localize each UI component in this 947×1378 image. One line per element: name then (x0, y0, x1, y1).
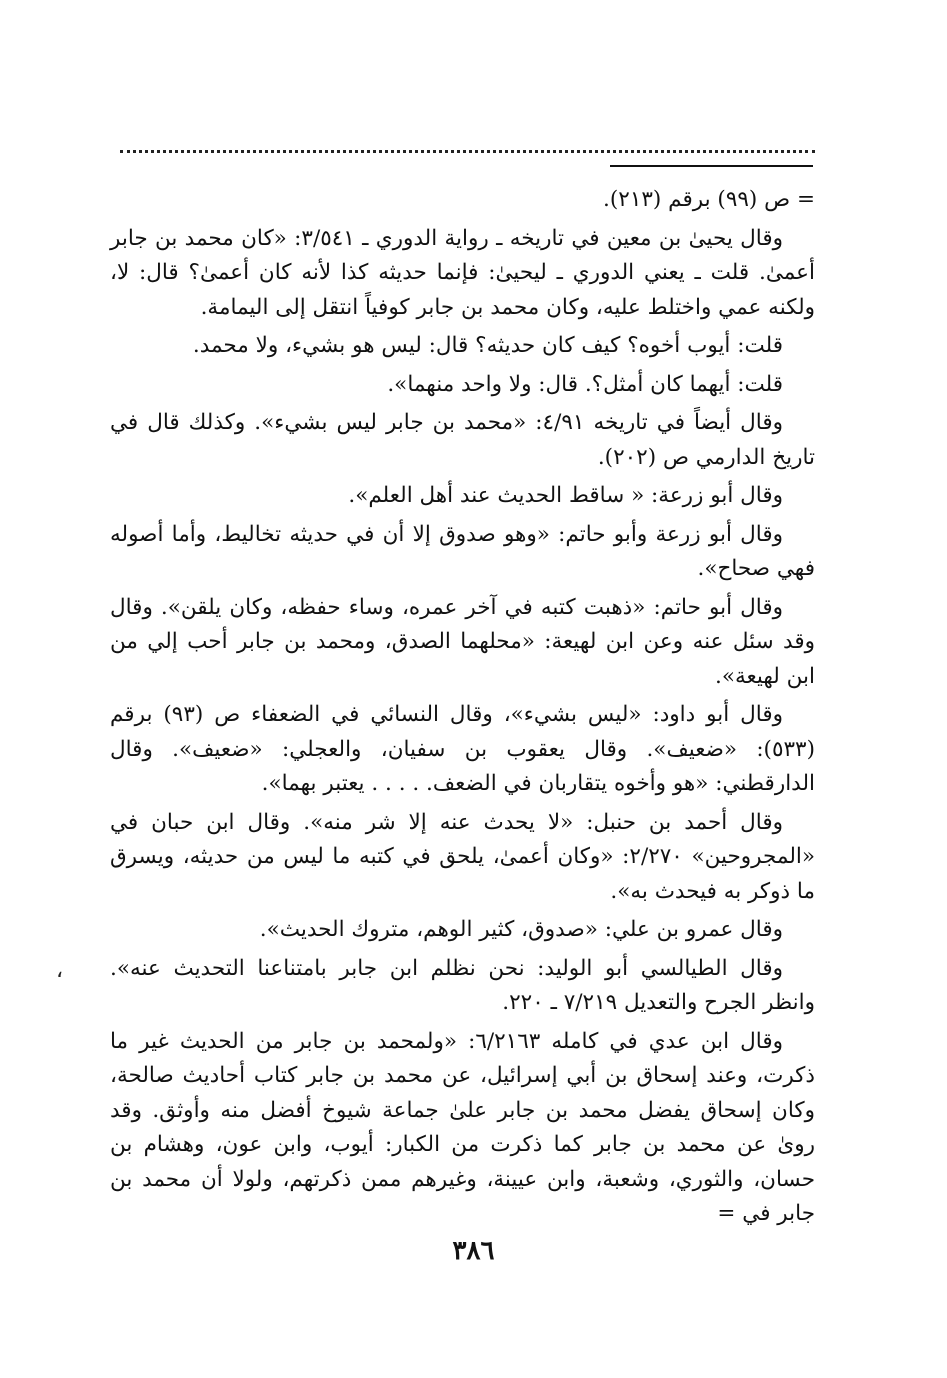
footnote-rule (610, 165, 813, 167)
paragraph-abu-dawud: وقال أبو داود: «ليس بشيء»، وقال النسائي في الضعفاء ص (٩٣) برقم (٥٣٣): «ضعيف». وقال يعقوب بن سفيان، والعجلي: «ضعيف». وقال الدارقطني: «هو وأخوه يتقاربان في الضعف. . . . . يعتبر بهما». (110, 702, 815, 796)
paragraph-amthal-question: قلت: أيهما كان أمثل؟. قال: ولا واحد منهما». (387, 371, 783, 397)
paragraph-abu-zurah-abu-hatim: وقال أبو زرعة وأبو حاتم: «وهو صدوق إلا أن في حديثه تخاليط، وأما أصوله فهي صحاح». (110, 521, 815, 581)
paragraph-ibn-adi: وقال ابن عدي في كامله ٦/٢١٦٣: «ولمحمد بن جابر من الحديث غير ما ذكرت، وعند إسحاق بن أبي إسرائيل، عن محمد بن جابر كتاب أحاديث صالحة، وكان إسحاق يفضل محمد بن جابر علىٰ جماعة شيوخ أفضل منه وأوثق. وقد روىٰ عن محمد بن جابر كما ذكرت من الكبار: أيوب، وابن عون، وهشام بن حسان، والثوري، وشعبة، وابن عيينة، وغيرهم ممن ذكرتهم، ولولا أن محمد بن جابر في = (110, 1028, 815, 1226)
paragraph-abu-hatim: وقال أبو حاتم: «ذهبت كتبه في آخر عمره، وساء حفظه، وكان يلقن». وقال وقد سئل عنه وعن ابن لهيعة: «محلهما الصدق، ومحمد بن جابر أحب إلي من ابن لهيعة». (110, 594, 815, 689)
dotted-separator (120, 150, 815, 153)
margin-mark: ، (56, 958, 64, 983)
paragraph-tarikh: وقال أيضاً في تاريخه ٤/٩١: «محمد بن جابر ليس بشيء». وكذلك قال في تاريخ الدارمي ص (٢٠٢). (110, 410, 815, 470)
footnote-block (110, 183, 815, 1236)
paragraph-abu-zurah: وقال أبو زرعة: « ساقط الحديث عند أهل العلم». (348, 483, 783, 508)
paragraph-ibn-maeen: وقال يحيىٰ بن معين في تاريخه ـ رواية الدوري ـ ٣/٥٤١: «كان محمد بن جابر أعمىٰ. قلت ـ يعني الدوري ـ ليحيىٰ: فإنما حديثه كذا لأنه كان أعمىٰ؟ قال: لا، ولكنه عمي واختلط عليه، وكان محمد بن جابر كوفياً انتقل إلى اليمامة. (110, 225, 815, 320)
paragraph-ayyub-question: قلت: أيوب أخوه؟ كيف كان حديثه؟ قال: ليس هو بشيء، ولا محمد. (192, 333, 783, 358)
page-number: ٣٨٦ (452, 1236, 495, 1266)
paragraph-amr-bin-ali: وقال عمرو بن علي: «صدوق، كثير الوهم، متروك الحديث». (259, 917, 783, 942)
paragraph-tayalisi: وقال الطيالسي أبو الوليد: نحن نظلم ابن جابر بامتناعنا التحديث عنه». وانظر الجرح والتعديل ٧/٢١٩ ـ ٢٢٠. (110, 955, 815, 1015)
paragraph-ahmad: وقال أحمد بن حنبل: «لا يحدث عنه إلا شر منه». وقال ابن حبان في «المجروحين» ٢/٢٧٠: «وكان أعمىٰ، يلحق في كتبه ما ليس من حديثه، ويسرق ما ذوكر به فيحدث به». (110, 809, 816, 904)
footnote-continuation: = ص (٩٩) برقم (٢١٣). (603, 187, 815, 212)
